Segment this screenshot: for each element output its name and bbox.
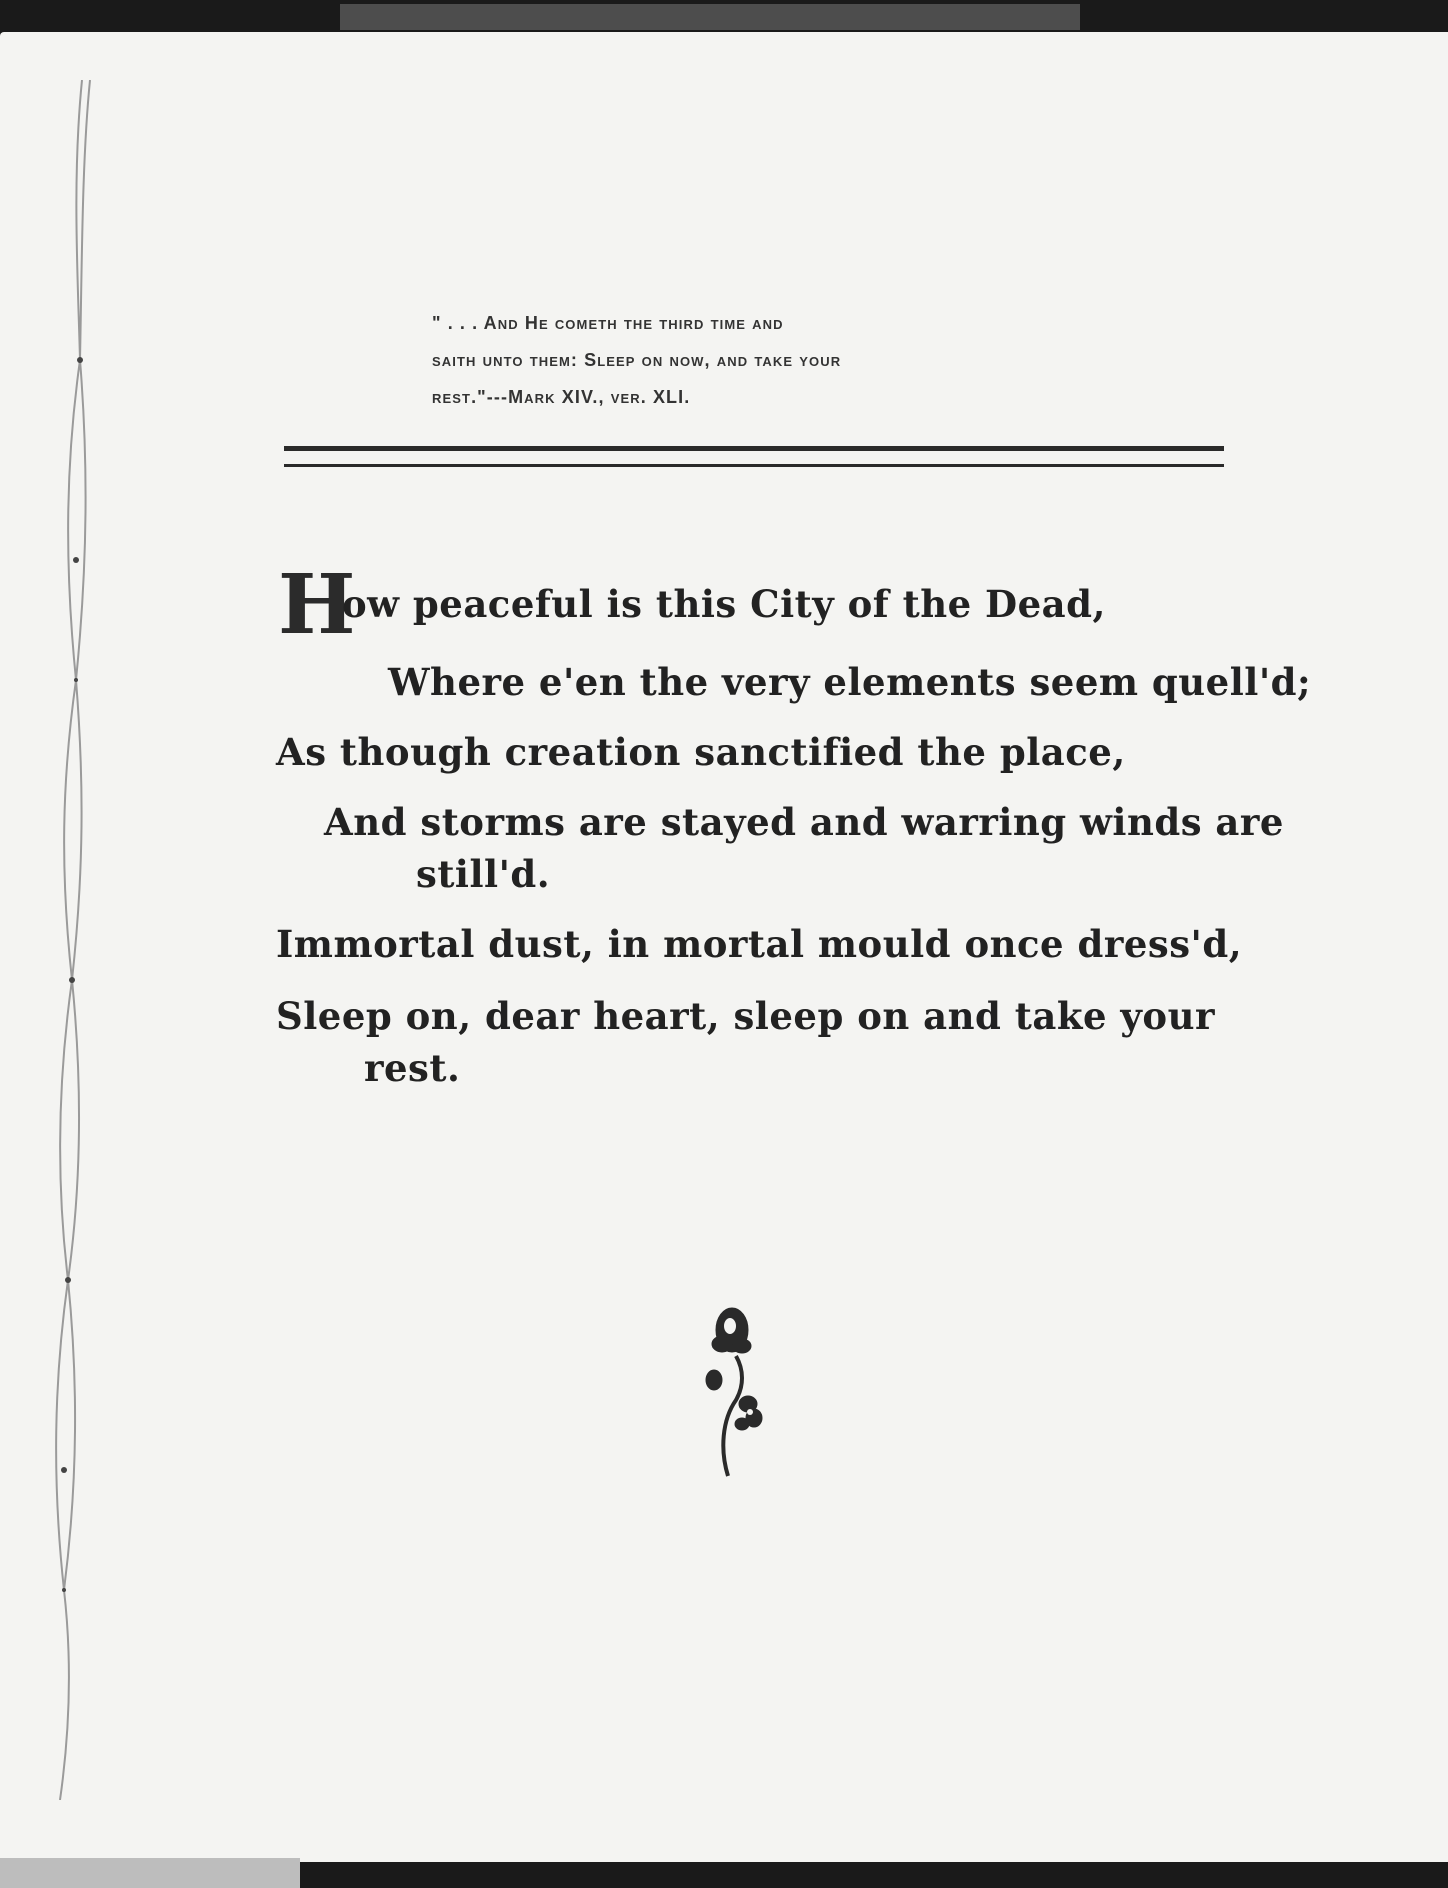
poem-line: rest. [364, 1046, 461, 1090]
scan-top-edge [340, 4, 1080, 30]
epigraph-line: " . . . And He cometh the third time and [432, 313, 784, 333]
double-rule-top [284, 446, 1224, 451]
epigraph-line: rest."---Mark XIV., ver. XLI. [432, 387, 691, 407]
drop-cap: H [278, 557, 356, 653]
poem-line: Sleep on, dear heart, sleep on and take your [276, 994, 1215, 1038]
poem-line: Immortal dust, in mortal mould once dress'd, [276, 922, 1243, 966]
double-rule-bottom [284, 464, 1224, 467]
epigraph-line: saith unto them: Sleep on now, and take your [432, 350, 842, 370]
scan-bottom-edge [0, 1858, 300, 1888]
flower-sprig-icon [692, 1300, 772, 1480]
poem-line: As though creation sanctified the place, [276, 730, 1126, 774]
poem-line: ow peaceful is this City of the Dead, [342, 582, 1106, 626]
epigraph [432, 305, 1092, 416]
poem-line: And storms are stayed and warring winds are [324, 800, 1284, 844]
poem-line: still'd. [416, 852, 551, 896]
stitched-spine-icon [52, 80, 100, 1800]
poem-line: Where e'en the very elements seem quell'd; [388, 660, 1312, 704]
